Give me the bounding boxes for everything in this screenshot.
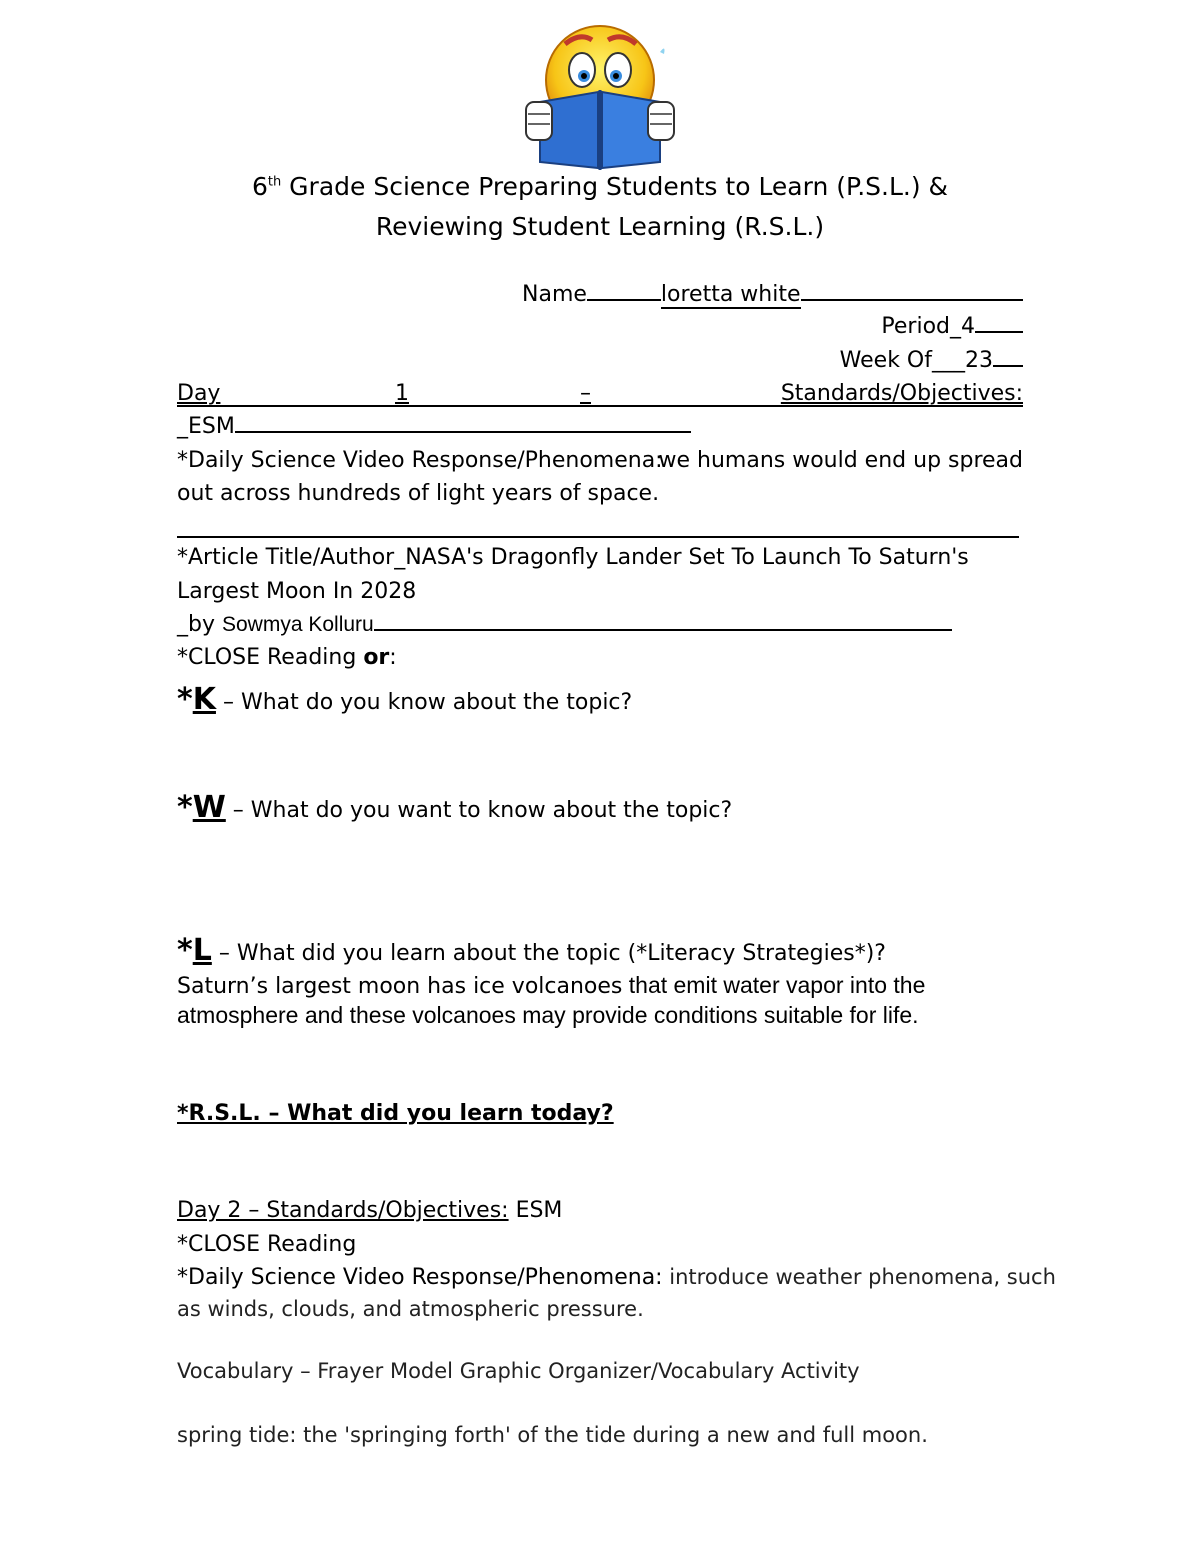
day1-close-or: or <box>363 645 390 670</box>
page-title-line2: Reviewing Student Learning (R.S.L.) <box>375 212 825 241</box>
day1-label: Day <box>177 381 221 406</box>
day2-standards <box>177 1198 562 1223</box>
day2-video-text-line1[interactable]: introduce weather phenomena, such <box>662 1265 1056 1289</box>
period-field <box>881 314 1023 339</box>
day1-article-title-line1[interactable]: NASA's Dragonfly Lander Set To Launch To Saturn's <box>405 545 969 570</box>
l-answer-part2: that emit water vapor into the <box>622 972 926 998</box>
day1-video-answer-line <box>177 536 1019 538</box>
day1-author-line <box>177 612 952 637</box>
day2-standards-label: Day 2 – Standards/Objectives: <box>177 1198 509 1223</box>
day1-close-reading <box>177 645 397 670</box>
day1-header-underline <box>177 405 1023 407</box>
day1-article-label: *Article Title/Author_ <box>177 545 406 570</box>
day1-l-question <box>177 933 886 968</box>
l-letter: L <box>192 933 212 968</box>
day1-dash: – <box>580 381 591 406</box>
page-title-line1 <box>0 172 1200 201</box>
name-value[interactable]: loretta white <box>660 282 801 307</box>
day2-video-label: *Daily Science Video Response/Phenomena: <box>177 1265 663 1290</box>
l-answer-part1: Saturn’s largest moon has ice volcanoes <box>177 974 623 999</box>
week-label: Week Of___ <box>839 348 965 373</box>
title-grade: 6 <box>251 172 268 201</box>
day1-video-line1 <box>177 448 1023 473</box>
day1-number: 1 <box>395 381 409 406</box>
day2-standards-value[interactable]: ESM <box>508 1198 563 1223</box>
l-star: * <box>177 933 193 968</box>
day2-video-line1 <box>177 1265 1056 1290</box>
day1-standards-value[interactable] <box>177 414 691 439</box>
name-field <box>522 282 1023 307</box>
period-label: Period_ <box>881 314 961 339</box>
title-grade-suffix: th <box>267 174 282 190</box>
day1-video-text-line2[interactable]: out across hundreds of light years of space. <box>177 481 660 506</box>
day1-standards-text: _ESM <box>177 414 235 439</box>
k-letter: K <box>192 682 216 717</box>
w-letter: W <box>192 790 226 825</box>
day1-k-question <box>177 682 632 717</box>
day2-video-text-line2[interactable]: as winds, clouds, and atmospheric pressure. <box>177 1297 644 1321</box>
day1-article-title-line2[interactable]: Largest Moon In 2028 <box>177 579 417 604</box>
day1-close-colon: : <box>389 645 397 670</box>
day1-l-answer-line2[interactable]: atmosphere and these volcanoes may provide conditions suitable for life. <box>177 1002 919 1028</box>
name-label: Name <box>522 282 587 307</box>
l-text: – What did you learn about the topic (*Literacy Strategies*)? <box>211 941 886 966</box>
day2-spring-tide[interactable]: spring tide: the 'springing forth' of the tide during a new and full moon. <box>177 1423 928 1447</box>
week-field <box>840 348 1023 373</box>
day1-standards-label: Standards/Objectives: <box>780 381 1023 406</box>
day1-article-line1 <box>177 545 969 570</box>
period-value[interactable]: 4 <box>961 314 975 339</box>
day1-video-label: *Daily Science Video Response/Phenomena: <box>177 448 663 473</box>
day1-by-label: _by <box>177 612 222 637</box>
day1-w-question <box>177 790 732 825</box>
k-text: – What do you know about the topic? <box>215 690 633 715</box>
day2-vocabulary: Vocabulary – Frayer Model Graphic Organizer/Vocabulary Activity <box>177 1359 860 1383</box>
day2-close-reading: *CLOSE Reading <box>177 1232 357 1257</box>
k-star: * <box>177 682 193 717</box>
day1-l-answer-line1[interactable] <box>177 972 925 999</box>
reading-smiley-icon <box>520 22 680 172</box>
day1-close-label: *CLOSE Reading <box>177 645 364 670</box>
w-star: * <box>177 790 193 825</box>
w-text: – What do you want to know about the topic? <box>225 798 733 823</box>
day1-video-text-line1[interactable]: we humans would end up spread <box>658 448 1023 473</box>
week-value[interactable]: 23 <box>965 348 993 373</box>
day1-rsl-prompt: *R.S.L. – What did you learn today? <box>177 1101 614 1126</box>
day1-author[interactable]: Sowmya Kolluru <box>221 613 374 636</box>
title-line1-text: Grade Science Preparing Students to Learn (P.S.L.) & <box>281 172 949 201</box>
